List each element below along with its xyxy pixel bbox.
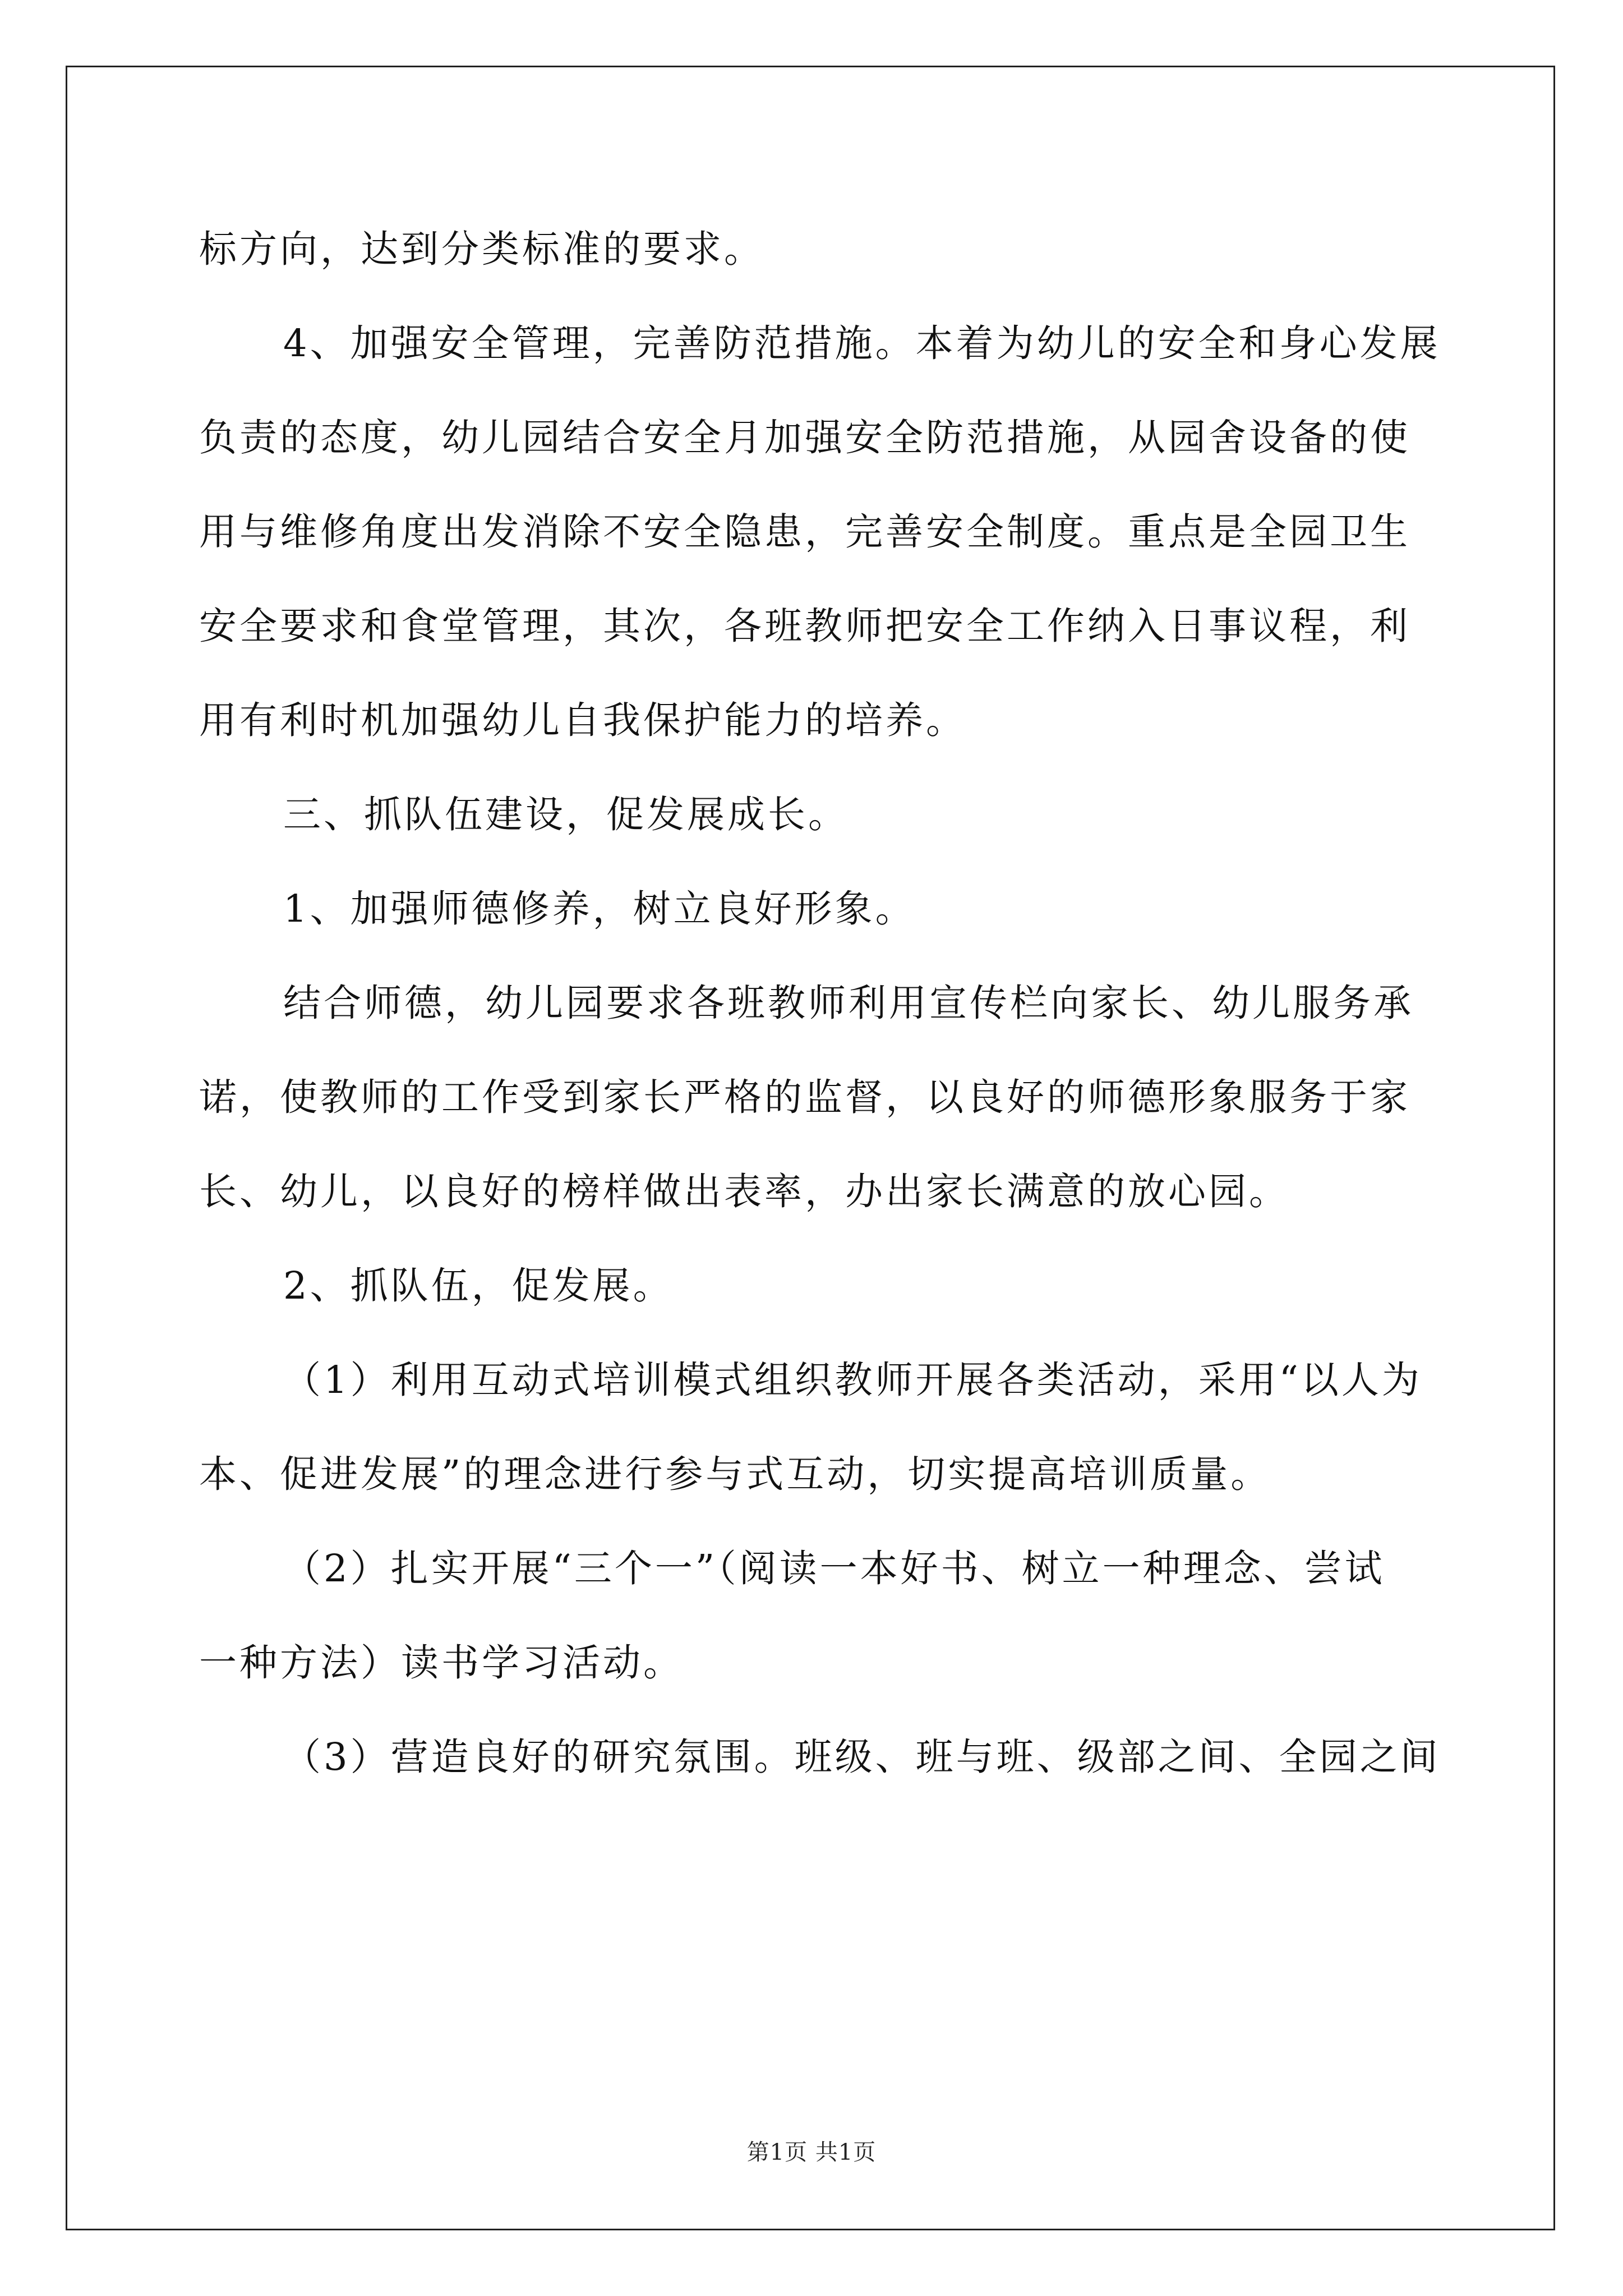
text-line: 负责的态度，幼儿园结合安全月加强安全防范措施，从园舍设备的使 (199, 416, 1410, 459)
text-line: 结合师德，幼儿园要求各班教师利用宣传栏向家长、幼儿服务承 (283, 981, 1414, 1025)
text-line: （2）扎实开展“三个一”（阅读一本好书、树立一种理念、尝试 (283, 1547, 1385, 1590)
text-line: （3）营造良好的研究氛围。班级、班与班、级部之间、全园之间 (283, 1735, 1441, 1779)
text-line: 4、加强安全管理，完善防范措施。本着为幼儿的安全和身心发展 (283, 321, 1441, 365)
text-line: 长、幼儿，以良好的榜样做出表率，办出家长满意的放心园。 (199, 1170, 1289, 1213)
text-line: 用有利时机加强幼儿自我保护能力的培养。 (199, 698, 966, 742)
subsection-heading: 2、抓队伍，促发展。 (283, 1264, 674, 1308)
text-line: 标方向，达到分类标准的要求。 (199, 227, 764, 271)
text-line: 一种方法）读书学习活动。 (199, 1641, 684, 1685)
subsection-heading: 1、加强师德修养，树立良好形象。 (283, 887, 916, 931)
page-number-footer: 第1页 共1页 (746, 2139, 877, 2165)
text-line: 安全要求和食堂管理，其次，各班教师把安全工作纳入日事议程，利 (199, 604, 1410, 648)
text-line: 本、促进发展”的理念进行参与式互动，切实提高培训质量。 (199, 1452, 1271, 1496)
text-line: （1）利用互动式培训模式组织教师开展各类活动，采用“以人为 (283, 1358, 1422, 1402)
text-line: 诺，使教师的工作受到家长严格的监督，以良好的师德形象服务于家 (199, 1075, 1410, 1119)
text-line: 用与维修角度出发消除不安全隐患，完善安全制度。重点是全园卫生 (199, 510, 1410, 554)
document-body (199, 202, 1441, 1804)
section-heading: 三、抓队伍建设，促发展成长。 (283, 793, 849, 836)
